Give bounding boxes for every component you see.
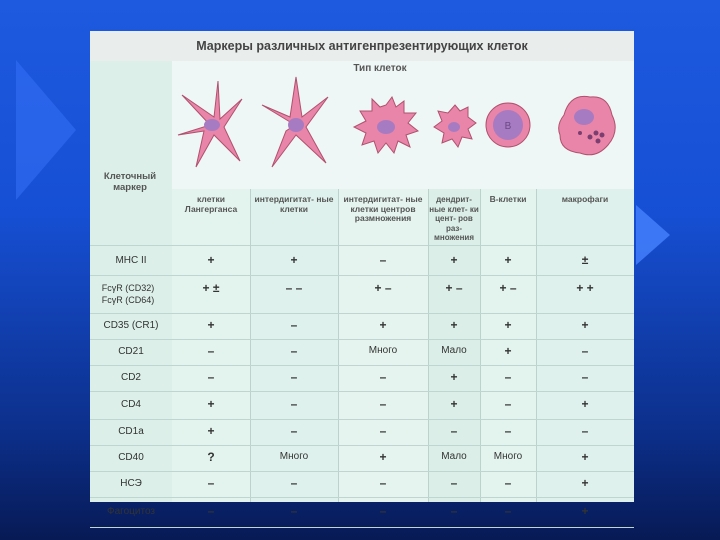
cell-cd35-3: + [450,318,458,332]
cell-cd21-2: Много [368,345,398,356]
cell-cd21-5: – [581,344,589,358]
column-header-langerhans: клетки Лангерганса [184,194,238,214]
column-header-germinal-interdigitating: интердигитат- ные клетки центров размножения [343,194,423,223]
germinal-dendritic-cell-image [432,75,478,175]
cell-phagocytosis-1: – [290,504,298,518]
svg-text:B: B [504,121,512,132]
cell-cd21-0: – [207,344,215,358]
row-label-cd1a: CD1a [118,426,144,437]
cell-mhc-ii-5: ± [581,253,589,267]
row-label-cd21: CD21 [118,346,144,357]
cell-mhc-ii-3: + [450,253,458,267]
column-header-germinal-dendritic: дендрит- ные клет- ки цент- ров раз- множения [429,195,479,242]
row-label-mhc-ii: MHC II [115,255,147,266]
row-label-phagocytosis: Фагоцитоз [107,506,155,517]
langerhans-cell-image [174,75,246,175]
cell-phagocytosis-2: – [379,504,387,518]
row-label-cd40: CD40 [118,452,144,463]
cell-cd4-1: – [290,397,298,411]
row-label-cd35: CD35 (CR1) [103,320,159,331]
cell-fcgr-2: + – [374,281,392,295]
column-header-interdigitating: интердигитат- ные клетки [254,194,334,214]
cell-nse-3: – [450,476,458,490]
column-header-macrophages: макрофаги [561,194,609,204]
cell-cd35-0: + [207,318,215,332]
cell-cd4-4: – [504,397,512,411]
cell-phagocytosis-4: – [504,504,512,518]
cell-cd21-1: – [290,344,298,358]
cell-cd1a-3: – [450,424,458,438]
cell-cd2-0: – [207,370,215,384]
cell-fcgr-1: – – [285,281,303,295]
cell-cd4-3: + [450,397,458,411]
cell-nse-4: – [504,476,512,490]
column-header-b-cells: B-клетки [489,194,527,204]
decorative-arrow-right [636,205,670,265]
macrophage-cell-image [550,75,622,175]
cell-cd2-2: – [379,370,387,384]
cell-cd1a-5: – [581,424,589,438]
cell-cd35-5: + [581,318,589,332]
cell-mhc-ii-4: + [504,253,512,267]
decorative-arrow-left [16,60,76,200]
row-label-nse: НСЭ [120,478,142,489]
cell-cd21-4: + [504,344,512,358]
cell-nse-2: – [379,476,387,490]
cell-mhc-ii-1: + [290,253,298,267]
cell-phagocytosis-0: – [207,504,215,518]
cell-phagocytosis-5: + [581,504,589,518]
cell-cd21-3: Мало [441,345,467,356]
slide-image [90,31,634,518]
cell-fcgr-4: + – [499,281,517,295]
cell-nse-0: – [207,476,215,490]
cell-cd35-4: + [504,318,512,332]
germinal-interdigitating-cell-image [348,75,424,175]
cell-cd40-2: + [379,450,387,464]
marker-column-header: Клеточный маркер [103,171,157,193]
cell-mhc-ii-2: – [379,253,387,267]
cell-mhc-ii-0: + [207,253,215,267]
b-cell-image [482,75,534,175]
cell-fcgr-3: + – [445,281,463,295]
cell-cd4-0: + [207,397,215,411]
cell-phagocytosis-3: – [450,504,458,518]
cell-cd4-5: + [581,397,589,411]
cell-cd40-1: Много [279,451,309,462]
cell-nse-1: – [290,476,298,490]
cell-cd2-5: – [581,370,589,384]
marker-table [90,61,634,518]
interdigitating-cell-image [258,75,332,175]
page-title: Маркеры различных антигенпрезентирующих клеток [90,31,634,61]
cell-cd40-3: Мало [441,451,467,462]
cell-cd35-2: + [379,318,387,332]
cell-cd35-1: – [290,318,298,332]
row-label-fcgr: FcγR (CD32) FcγR (CD64) [101,283,155,305]
cell-type-header: Тип клеток [353,63,407,74]
cell-cd2-4: – [504,370,512,384]
cell-cd1a-4: – [504,424,512,438]
cell-cd1a-1: – [290,424,298,438]
row-label-cd4: CD4 [120,399,141,410]
cell-cd40-0: ? [207,450,215,464]
cell-cd40-5: + [581,450,589,464]
cell-cd2-1: – [290,370,298,384]
cell-cd1a-0: + [207,424,215,438]
cell-fcgr-0: + ± [202,281,220,295]
cell-cd2-3: + [450,370,458,384]
cell-fcgr-5: + + [576,281,594,295]
cell-cd1a-2: – [379,424,387,438]
cell-cd4-2: – [379,397,387,411]
row-label-cd2: CD2 [120,372,141,383]
cell-nse-5: + [581,476,589,490]
cell-cd40-4: Много [493,451,523,462]
